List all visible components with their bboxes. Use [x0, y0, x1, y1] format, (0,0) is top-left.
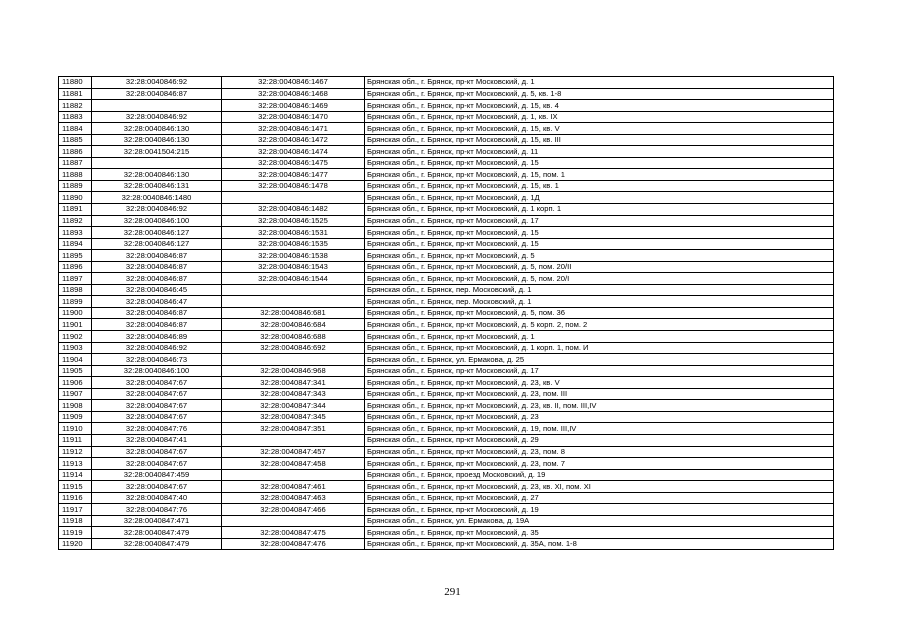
row-number-cell: 11898 — [59, 284, 92, 296]
object-cadastral-cell: 32:28:0040846:1472 — [222, 134, 365, 146]
row-number-cell: 11916 — [59, 492, 92, 504]
row-number-cell: 11905 — [59, 365, 92, 377]
table-row — [59, 111, 834, 123]
address-cell: Брянская обл., г. Брянск, пр-кт Московский, д. 19, пом. III,IV — [365, 423, 834, 435]
object-cadastral-cell: 32:28:0040847:461 — [222, 481, 365, 493]
parcel-cadastral-cell: 32:28:0040847:67 — [92, 377, 222, 389]
table-row — [59, 515, 834, 527]
parcel-cadastral-cell: 32:28:0040846:127 — [92, 238, 222, 250]
parcel-cadastral-cell: 32:28:0040847:471 — [92, 515, 222, 527]
parcel-cadastral-cell: 32:28:0040846:130 — [92, 169, 222, 181]
parcel-cadastral-cell: 32:28:0040846:87 — [92, 250, 222, 262]
row-number-cell: 11909 — [59, 411, 92, 423]
object-cadastral-cell: 32:28:0040846:688 — [222, 331, 365, 343]
address-cell: Брянская обл., г. Брянск, пр-кт Московский, д. 15, пом. 1 — [365, 169, 834, 181]
object-cadastral-cell: 32:28:0040847:476 — [222, 538, 365, 550]
object-cadastral-cell: 32:28:0040846:1543 — [222, 261, 365, 273]
object-cadastral-cell — [222, 354, 365, 366]
row-number-cell: 11908 — [59, 400, 92, 412]
address-cell: Брянская обл., г. Брянск, проезд Московский, д. 19 — [365, 469, 834, 481]
address-cell: Брянская обл., г. Брянск, пр-кт Московский, д. 1 — [365, 77, 834, 89]
parcel-cadastral-cell: 32:28:0040846:87 — [92, 88, 222, 100]
row-number-cell: 11910 — [59, 423, 92, 435]
object-cadastral-cell — [222, 434, 365, 446]
address-cell: Брянская обл., г. Брянск, пр-кт Московский, д. 5 корп. 2, пом. 2 — [365, 319, 834, 331]
object-cadastral-cell: 32:28:0040847:457 — [222, 446, 365, 458]
object-cadastral-cell: 32:28:0040846:681 — [222, 307, 365, 319]
table-row — [59, 273, 834, 285]
parcel-cadastral-cell: 32:28:0040846:92 — [92, 111, 222, 123]
object-cadastral-cell — [222, 284, 365, 296]
row-number-cell: 11890 — [59, 192, 92, 204]
parcel-cadastral-cell: 32:28:0040846:92 — [92, 204, 222, 216]
table-row — [59, 204, 834, 216]
parcel-cadastral-cell: 32:28:0040846:127 — [92, 227, 222, 239]
object-cadastral-cell: 32:28:0040846:1468 — [222, 88, 365, 100]
address-cell: Брянская обл., г. Брянск, пр-кт Московский, д. 23 — [365, 411, 834, 423]
object-cadastral-cell — [222, 192, 365, 204]
table-row — [59, 307, 834, 319]
table-row — [59, 215, 834, 227]
row-number-cell: 11882 — [59, 100, 92, 112]
registry-table-body — [59, 77, 834, 550]
object-cadastral-cell: 32:28:0040847:341 — [222, 377, 365, 389]
parcel-cadastral-cell: 32:28:0040846:87 — [92, 261, 222, 273]
row-number-cell: 11902 — [59, 331, 92, 343]
table-row — [59, 319, 834, 331]
address-cell: Брянская обл., г. Брянск, пр-кт Московский, д. 15 — [365, 238, 834, 250]
parcel-cadastral-cell: 32:28:0040847:459 — [92, 469, 222, 481]
row-number-cell: 11881 — [59, 88, 92, 100]
table-row — [59, 469, 834, 481]
parcel-cadastral-cell: 32:28:0040847:40 — [92, 492, 222, 504]
row-number-cell: 11880 — [59, 77, 92, 89]
table-row — [59, 481, 834, 493]
object-cadastral-cell: 32:28:0040846:1471 — [222, 123, 365, 135]
row-number-cell: 11883 — [59, 111, 92, 123]
object-cadastral-cell: 32:28:0040846:1478 — [222, 180, 365, 192]
row-number-cell: 11888 — [59, 169, 92, 181]
parcel-cadastral-cell: 32:28:0040847:76 — [92, 504, 222, 516]
address-cell: Брянская обл., г. Брянск, пр-кт Московский, д. 29 — [365, 434, 834, 446]
address-cell: Брянская обл., г. Брянск, пр-кт Московский, д. 15, кв. V — [365, 123, 834, 135]
parcel-cadastral-cell: 32:28:0040846:92 — [92, 342, 222, 354]
address-cell: Брянская обл., г. Брянск, пр-кт Московский, д. 1, кв. IX — [365, 111, 834, 123]
parcel-cadastral-cell: 32:28:0040846:100 — [92, 365, 222, 377]
address-cell: Брянская обл., г. Брянск, пр-кт Московский, д. 23, пом. 8 — [365, 446, 834, 458]
row-number-cell: 11889 — [59, 180, 92, 192]
row-number-cell: 11914 — [59, 469, 92, 481]
parcel-cadastral-cell: 32:28:0040846:87 — [92, 273, 222, 285]
address-cell: Брянская обл., г. Брянск, пр-кт Московский, д. 23, пом. 7 — [365, 458, 834, 470]
address-cell: Брянская обл., г. Брянск, пр-кт Московский, д. 1Д — [365, 192, 834, 204]
row-number-cell: 11915 — [59, 481, 92, 493]
parcel-cadastral-cell: 32:28:0040847:479 — [92, 527, 222, 539]
table-row — [59, 446, 834, 458]
address-cell: Брянская обл., г. Брянск, пр-кт Московский, д. 35 — [365, 527, 834, 539]
row-number-cell: 11919 — [59, 527, 92, 539]
address-cell: Брянская обл., г. Брянск, пр-кт Московский, д. 1 — [365, 331, 834, 343]
table-row — [59, 423, 834, 435]
table-row — [59, 331, 834, 343]
object-cadastral-cell: 32:28:0040846:1535 — [222, 238, 365, 250]
table-row — [59, 134, 834, 146]
table-row — [59, 192, 834, 204]
parcel-cadastral-cell: 32:28:0040847:67 — [92, 411, 222, 423]
address-cell: Брянская обл., г. Брянск, пр-кт Московский, д. 5, пом. 20/II — [365, 261, 834, 273]
parcel-cadastral-cell: 32:28:0040847:41 — [92, 434, 222, 446]
address-cell: Брянская обл., г. Брянск, пр-кт Московский, д. 11 — [365, 146, 834, 158]
row-number-cell: 11911 — [59, 434, 92, 446]
row-number-cell: 11894 — [59, 238, 92, 250]
table-row — [59, 342, 834, 354]
table-row — [59, 77, 834, 89]
row-number-cell: 11917 — [59, 504, 92, 516]
table-row — [59, 180, 834, 192]
row-number-cell: 11892 — [59, 215, 92, 227]
table-row — [59, 504, 834, 516]
parcel-cadastral-cell: 32:28:0040846:92 — [92, 77, 222, 89]
object-cadastral-cell: 32:28:0040847:475 — [222, 527, 365, 539]
object-cadastral-cell: 32:28:0040846:1477 — [222, 169, 365, 181]
object-cadastral-cell: 32:28:0040847:345 — [222, 411, 365, 423]
object-cadastral-cell: 32:28:0040846:1469 — [222, 100, 365, 112]
row-number-cell: 11886 — [59, 146, 92, 158]
address-cell: Брянская обл., г. Брянск, пр-кт Московский, д. 17 — [365, 215, 834, 227]
page-number: 291 — [444, 586, 461, 598]
table-row — [59, 238, 834, 250]
row-number-cell: 11887 — [59, 157, 92, 169]
object-cadastral-cell: 32:28:0040846:684 — [222, 319, 365, 331]
parcel-cadastral-cell: 32:28:0040846:87 — [92, 307, 222, 319]
object-cadastral-cell: 32:28:0040846:1474 — [222, 146, 365, 158]
parcel-cadastral-cell: 32:28:0040847:479 — [92, 538, 222, 550]
row-number-cell: 11900 — [59, 307, 92, 319]
row-number-cell: 11903 — [59, 342, 92, 354]
row-number-cell: 11899 — [59, 296, 92, 308]
parcel-cadastral-cell: 32:28:0040846:45 — [92, 284, 222, 296]
parcel-cadastral-cell: 32:28:0040847:67 — [92, 400, 222, 412]
table-row — [59, 123, 834, 135]
row-number-cell: 11912 — [59, 446, 92, 458]
object-cadastral-cell: 32:28:0040846:1525 — [222, 215, 365, 227]
address-cell: Брянская обл., г. Брянск, пр-кт Московский, д. 27 — [365, 492, 834, 504]
table-row — [59, 261, 834, 273]
address-cell: Брянская обл., г. Брянск, пр-кт Московский, д. 15, кв. III — [365, 134, 834, 146]
parcel-cadastral-cell: 32:28:0040847:67 — [92, 388, 222, 400]
address-cell: Брянская обл., г. Брянск, пр-кт Московский, д. 15 — [365, 227, 834, 239]
object-cadastral-cell: 32:28:0040846:1538 — [222, 250, 365, 262]
address-cell: Брянская обл., г. Брянск, пр-кт Московский, д. 1 корп. 1, пом. И — [365, 342, 834, 354]
row-number-cell: 11904 — [59, 354, 92, 366]
table-row — [59, 227, 834, 239]
address-cell: Брянская обл., г. Брянск, ул. Ермакова, д. 19А — [365, 515, 834, 527]
object-cadastral-cell: 32:28:0040847:463 — [222, 492, 365, 504]
parcel-cadastral-cell: 32:28:0040847:67 — [92, 446, 222, 458]
address-cell: Брянская обл., г. Брянск, пр-кт Московский, д. 15 — [365, 157, 834, 169]
parcel-cadastral-cell: 32:28:0040846:87 — [92, 319, 222, 331]
table-row — [59, 458, 834, 470]
object-cadastral-cell: 32:28:0040846:1475 — [222, 157, 365, 169]
parcel-cadastral-cell: 32:28:0040846:131 — [92, 180, 222, 192]
parcel-cadastral-cell: 32:28:0040846:89 — [92, 331, 222, 343]
parcel-cadastral-cell: 32:28:0040846:1480 — [92, 192, 222, 204]
row-number-cell: 11901 — [59, 319, 92, 331]
registry-table — [58, 76, 834, 550]
row-number-cell: 11907 — [59, 388, 92, 400]
object-cadastral-cell: 32:28:0040846:1544 — [222, 273, 365, 285]
table-row — [59, 250, 834, 262]
row-number-cell: 11885 — [59, 134, 92, 146]
table-row — [59, 88, 834, 100]
address-cell: Брянская обл., г. Брянск, пр-кт Московский, д. 5, кв. 1-8 — [365, 88, 834, 100]
table-row — [59, 354, 834, 366]
address-cell: Брянская обл., г. Брянск, пр-кт Московский, д. 19 — [365, 504, 834, 516]
row-number-cell: 11891 — [59, 204, 92, 216]
object-cadastral-cell — [222, 515, 365, 527]
address-cell: Брянская обл., г. Брянск, пр-кт Московский, д. 23, кв. II, пом. III,IV — [365, 400, 834, 412]
address-cell: Брянская обл., г. Брянск, пр-кт Московский, д. 5 — [365, 250, 834, 262]
parcel-cadastral-cell: 32:28:0040847:76 — [92, 423, 222, 435]
object-cadastral-cell: 32:28:0040847:344 — [222, 400, 365, 412]
address-cell: Брянская обл., г. Брянск, пр-кт Московский, д. 23, кв. V — [365, 377, 834, 389]
object-cadastral-cell — [222, 296, 365, 308]
address-cell: Брянская обл., г. Брянск, пр-кт Московский, д. 5, пом. 36 — [365, 307, 834, 319]
table-row — [59, 538, 834, 550]
parcel-cadastral-cell — [92, 157, 222, 169]
address-cell: Брянская обл., г. Брянск, пр-кт Московский, д. 35А, пом. 1-8 — [365, 538, 834, 550]
table-row — [59, 100, 834, 112]
object-cadastral-cell: 32:28:0040847:458 — [222, 458, 365, 470]
table-row — [59, 388, 834, 400]
row-number-cell: 11906 — [59, 377, 92, 389]
address-cell: Брянская обл., г. Брянск, пер. Московский, д. 1 — [365, 284, 834, 296]
address-cell: Брянская обл., г. Брянск, пр-кт Московский, д. 23, кв. XI, пом. XI — [365, 481, 834, 493]
table-row — [59, 169, 834, 181]
row-number-cell: 11920 — [59, 538, 92, 550]
table-row — [59, 296, 834, 308]
table-row — [59, 492, 834, 504]
object-cadastral-cell: 32:28:0040847:351 — [222, 423, 365, 435]
table-row — [59, 284, 834, 296]
object-cadastral-cell: 32:28:0040846:968 — [222, 365, 365, 377]
parcel-cadastral-cell: 32:28:0040846:100 — [92, 215, 222, 227]
object-cadastral-cell: 32:28:0040847:343 — [222, 388, 365, 400]
table-row — [59, 411, 834, 423]
object-cadastral-cell: 32:28:0040846:692 — [222, 342, 365, 354]
table-row — [59, 527, 834, 539]
parcel-cadastral-cell: 32:28:0040846:47 — [92, 296, 222, 308]
row-number-cell: 11893 — [59, 227, 92, 239]
object-cadastral-cell: 32:28:0040846:1467 — [222, 77, 365, 89]
table-row — [59, 157, 834, 169]
address-cell: Брянская обл., г. Брянск, пр-кт Московский, д. 5, пом. 20/I — [365, 273, 834, 285]
object-cadastral-cell: 32:28:0040846:1531 — [222, 227, 365, 239]
address-cell: Брянская обл., г. Брянск, пр-кт Московский, д. 17 — [365, 365, 834, 377]
row-number-cell: 11896 — [59, 261, 92, 273]
parcel-cadastral-cell: 32:28:0040846:130 — [92, 134, 222, 146]
parcel-cadastral-cell: 32:28:0040846:130 — [92, 123, 222, 135]
table-row — [59, 146, 834, 158]
row-number-cell: 11897 — [59, 273, 92, 285]
row-number-cell: 11884 — [59, 123, 92, 135]
table-row — [59, 365, 834, 377]
address-cell: Брянская обл., г. Брянск, пр-кт Московский, д. 23, пом. III — [365, 388, 834, 400]
table-row — [59, 400, 834, 412]
address-cell: Брянская обл., г. Брянск, пр-кт Московский, д. 15, кв. 1 — [365, 180, 834, 192]
object-cadastral-cell: 32:28:0040846:1482 — [222, 204, 365, 216]
parcel-cadastral-cell: 32:28:0041504:215 — [92, 146, 222, 158]
object-cadastral-cell: 32:28:0040847:466 — [222, 504, 365, 516]
object-cadastral-cell — [222, 469, 365, 481]
row-number-cell: 11918 — [59, 515, 92, 527]
address-cell: Брянская обл., г. Брянск, пр-кт Московский, д. 1 корп. 1 — [365, 204, 834, 216]
parcel-cadastral-cell: 32:28:0040847:67 — [92, 481, 222, 493]
table-row — [59, 434, 834, 446]
row-number-cell: 11895 — [59, 250, 92, 262]
parcel-cadastral-cell: 32:28:0040847:67 — [92, 458, 222, 470]
row-number-cell: 11913 — [59, 458, 92, 470]
table-row — [59, 377, 834, 389]
parcel-cadastral-cell — [92, 100, 222, 112]
address-cell: Брянская обл., г. Брянск, пер. Московский, д. 1 — [365, 296, 834, 308]
object-cadastral-cell: 32:28:0040846:1470 — [222, 111, 365, 123]
parcel-cadastral-cell: 32:28:0040846:73 — [92, 354, 222, 366]
address-cell: Брянская обл., г. Брянск, пр-кт Московский, д. 15, кв. 4 — [365, 100, 834, 112]
address-cell: Брянская обл., г. Брянск, ул. Ермакова, д. 25 — [365, 354, 834, 366]
